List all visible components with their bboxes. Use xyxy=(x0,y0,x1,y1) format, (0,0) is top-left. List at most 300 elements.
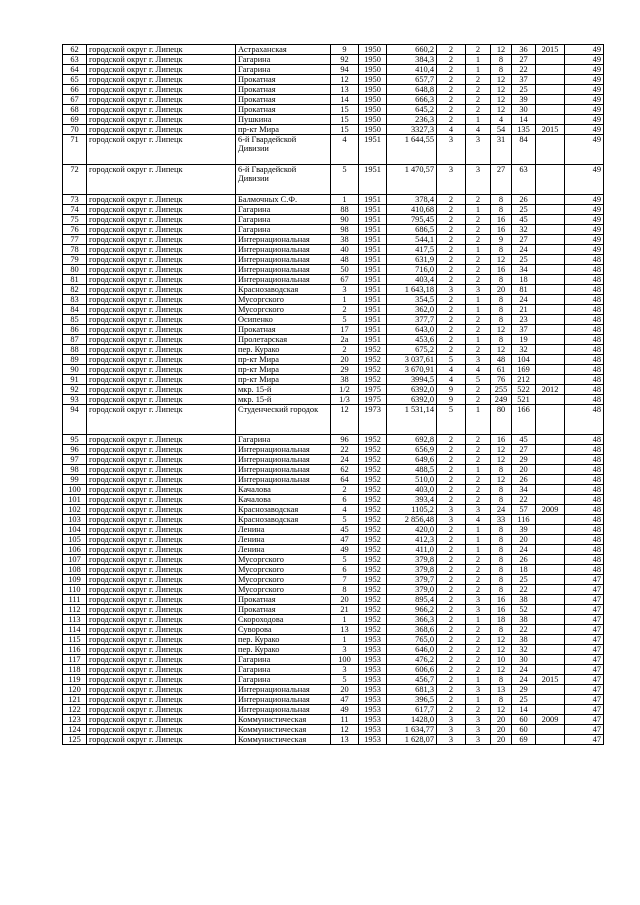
year-built-cell: 1952 xyxy=(359,605,387,615)
entrances-cell: 1 xyxy=(466,405,491,435)
street-cell: 6-й Гвардейской Дивизии xyxy=(236,135,331,165)
repair-year-cell: 2015 xyxy=(536,45,565,55)
year-built-cell: 1950 xyxy=(359,125,387,135)
area-cell: 649,6 xyxy=(387,455,437,465)
area-cell: 1 531,14 xyxy=(387,405,437,435)
row-number-cell: 96 xyxy=(63,445,87,455)
apartments-cell: 255 xyxy=(491,385,512,395)
residents-cell: 81 xyxy=(512,285,536,295)
table-row xyxy=(63,65,604,75)
wear-percent-cell: 48 xyxy=(565,445,604,455)
street-cell: Прокатная xyxy=(236,105,331,115)
wear-percent-cell: 47 xyxy=(565,655,604,665)
wear-percent-cell: 47 xyxy=(565,735,604,745)
apartments-cell: 12 xyxy=(491,105,512,115)
street-cell: 6-й Гвардейской Дивизии xyxy=(236,165,331,195)
wear-percent-cell: 47 xyxy=(565,585,604,595)
wear-percent-cell: 47 xyxy=(565,615,604,625)
repair-year-cell xyxy=(536,325,565,335)
wear-percent-cell: 49 xyxy=(565,135,604,165)
street-cell: пр-кт Мира xyxy=(236,125,331,135)
municipality-cell: городской округ г. Липецк xyxy=(87,245,236,255)
wear-percent-cell: 47 xyxy=(565,595,604,605)
floors-cell: 5 xyxy=(437,355,466,365)
residents-cell: 32 xyxy=(512,225,536,235)
repair-year-cell xyxy=(536,555,565,565)
floors-cell: 2 xyxy=(437,455,466,465)
apartments-cell: 8 xyxy=(491,675,512,685)
row-number-cell: 98 xyxy=(63,465,87,475)
table-row xyxy=(63,635,604,645)
municipality-cell: городской округ г. Липецк xyxy=(87,225,236,235)
municipality-cell: городской округ г. Липецк xyxy=(87,275,236,285)
apartments-cell: 8 xyxy=(491,295,512,305)
entrances-cell: 2 xyxy=(466,455,491,465)
floors-cell: 2 xyxy=(437,445,466,455)
area-cell: 631,9 xyxy=(387,255,437,265)
entrances-cell: 2 xyxy=(466,705,491,715)
wear-percent-cell: 49 xyxy=(565,165,604,195)
street-cell: Гагарина xyxy=(236,55,331,65)
entrances-cell: 5 xyxy=(466,375,491,385)
floors-cell: 2 xyxy=(437,685,466,695)
municipality-cell: городской округ г. Липецк xyxy=(87,85,236,95)
repair-year-cell xyxy=(536,655,565,665)
apartments-cell: 18 xyxy=(491,615,512,625)
residents-cell: 25 xyxy=(512,255,536,265)
residents-cell: 25 xyxy=(512,575,536,585)
wear-percent-cell: 49 xyxy=(565,245,604,255)
year-built-cell: 1952 xyxy=(359,465,387,475)
table-row xyxy=(63,405,604,435)
street-cell: Гагарина xyxy=(236,225,331,235)
apartments-cell: 249 xyxy=(491,395,512,405)
repair-year-cell xyxy=(536,95,565,105)
area-cell: 681,3 xyxy=(387,685,437,695)
residents-cell: 24 xyxy=(512,245,536,255)
apartments-cell: 9 xyxy=(491,235,512,245)
floors-cell: 3 xyxy=(437,165,466,195)
table-row xyxy=(63,115,604,125)
entrances-cell: 1 xyxy=(466,65,491,75)
house-number-cell: 40 xyxy=(331,245,359,255)
house-number-cell: 15 xyxy=(331,115,359,125)
municipality-cell: городской округ г. Липецк xyxy=(87,565,236,575)
municipality-cell: городской округ г. Липецк xyxy=(87,685,236,695)
street-cell: Интернациональная xyxy=(236,685,331,695)
entrances-cell: 2 xyxy=(466,635,491,645)
floors-cell: 3 xyxy=(437,135,466,165)
apartments-cell: 16 xyxy=(491,225,512,235)
house-number-cell: 6 xyxy=(331,495,359,505)
repair-year-cell xyxy=(536,465,565,475)
residents-cell: 20 xyxy=(512,535,536,545)
apartments-cell: 24 xyxy=(491,505,512,515)
apartments-cell: 8 xyxy=(491,275,512,285)
municipality-cell: городской округ г. Липецк xyxy=(87,705,236,715)
floors-cell: 3 xyxy=(437,735,466,745)
house-number-cell: 15 xyxy=(331,125,359,135)
apartments-cell: 12 xyxy=(491,445,512,455)
entrances-cell: 2 xyxy=(466,45,491,55)
wear-percent-cell: 48 xyxy=(565,455,604,465)
entrances-cell: 3 xyxy=(466,685,491,695)
floors-cell: 3 xyxy=(437,285,466,295)
table-row xyxy=(63,325,604,335)
year-built-cell: 1952 xyxy=(359,435,387,445)
residents-cell: 39 xyxy=(512,95,536,105)
residents-cell: 14 xyxy=(512,705,536,715)
table-row xyxy=(63,295,604,305)
table-row xyxy=(63,95,604,105)
street-cell: Гагарина xyxy=(236,675,331,685)
municipality-cell: городской округ г. Липецк xyxy=(87,395,236,405)
wear-percent-cell: 49 xyxy=(565,195,604,205)
wear-percent-cell: 48 xyxy=(565,435,604,445)
table-row xyxy=(63,575,604,585)
row-number-cell: 125 xyxy=(63,735,87,745)
residents-cell: 25 xyxy=(512,695,536,705)
repair-year-cell xyxy=(536,355,565,365)
apartments-cell: 12 xyxy=(491,635,512,645)
table-row xyxy=(63,515,604,525)
floors-cell: 2 xyxy=(437,115,466,125)
apartments-cell: 16 xyxy=(491,595,512,605)
house-number-cell: 1 xyxy=(331,615,359,625)
floors-cell: 2 xyxy=(437,595,466,605)
repair-year-cell: 2012 xyxy=(536,385,565,395)
wear-percent-cell: 47 xyxy=(565,635,604,645)
apartments-cell: 8 xyxy=(491,575,512,585)
floors-cell: 2 xyxy=(437,95,466,105)
floors-cell: 2 xyxy=(437,215,466,225)
entrances-cell: 3 xyxy=(466,505,491,515)
row-number-cell: 103 xyxy=(63,515,87,525)
house-number-cell: 48 xyxy=(331,255,359,265)
municipality-cell: городской округ г. Липецк xyxy=(87,115,236,125)
year-built-cell: 1953 xyxy=(359,725,387,735)
table-row xyxy=(63,225,604,235)
table-body xyxy=(63,45,604,745)
row-number-cell: 81 xyxy=(63,275,87,285)
repair-year-cell xyxy=(536,375,565,385)
floors-cell: 2 xyxy=(437,635,466,645)
municipality-cell: городской округ г. Липецк xyxy=(87,385,236,395)
area-cell: 716,0 xyxy=(387,265,437,275)
entrances-cell: 1 xyxy=(466,675,491,685)
repair-year-cell xyxy=(536,405,565,435)
year-built-cell: 1953 xyxy=(359,675,387,685)
housing-table-sheet xyxy=(62,44,603,745)
municipality-cell: городской округ г. Липецк xyxy=(87,445,236,455)
floors-cell: 2 xyxy=(437,55,466,65)
area-cell: 606,6 xyxy=(387,665,437,675)
year-built-cell: 1950 xyxy=(359,65,387,75)
house-number-cell: 45 xyxy=(331,525,359,535)
entrances-cell: 2 xyxy=(466,395,491,405)
table-row xyxy=(63,125,604,135)
house-number-cell: 94 xyxy=(331,65,359,75)
municipality-cell: городской округ г. Липецк xyxy=(87,405,236,435)
row-number-cell: 112 xyxy=(63,605,87,615)
repair-year-cell xyxy=(536,435,565,445)
street-cell: Прокатная xyxy=(236,325,331,335)
residents-cell: 30 xyxy=(512,105,536,115)
year-built-cell: 1973 xyxy=(359,405,387,435)
house-number-cell: 13 xyxy=(331,85,359,95)
residents-cell: 32 xyxy=(512,645,536,655)
table-row xyxy=(63,585,604,595)
year-built-cell: 1953 xyxy=(359,635,387,645)
repair-year-cell xyxy=(536,275,565,285)
floors-cell: 4 xyxy=(437,375,466,385)
wear-percent-cell: 48 xyxy=(565,475,604,485)
house-number-cell: 15 xyxy=(331,105,359,115)
year-built-cell: 1975 xyxy=(359,385,387,395)
street-cell: Интернациональная xyxy=(236,705,331,715)
wear-percent-cell: 49 xyxy=(565,105,604,115)
residents-cell: 57 xyxy=(512,505,536,515)
house-number-cell: 64 xyxy=(331,475,359,485)
municipality-cell: городской округ г. Липецк xyxy=(87,735,236,745)
entrances-cell: 3 xyxy=(466,135,491,165)
year-built-cell: 1951 xyxy=(359,215,387,225)
residents-cell: 36 xyxy=(512,45,536,55)
area-cell: 2 856,48 xyxy=(387,515,437,525)
repair-year-cell xyxy=(536,255,565,265)
table-row xyxy=(63,705,604,715)
apartments-cell: 12 xyxy=(491,75,512,85)
wear-percent-cell: 48 xyxy=(565,525,604,535)
wear-percent-cell: 49 xyxy=(565,65,604,75)
table-row xyxy=(63,265,604,275)
year-built-cell: 1951 xyxy=(359,335,387,345)
year-built-cell: 1952 xyxy=(359,555,387,565)
residents-cell: 22 xyxy=(512,65,536,75)
year-built-cell: 1950 xyxy=(359,105,387,115)
apartments-cell: 8 xyxy=(491,335,512,345)
table-row xyxy=(63,375,604,385)
area-cell: 692,8 xyxy=(387,435,437,445)
municipality-cell: городской округ г. Липецк xyxy=(87,615,236,625)
municipality-cell: городской округ г. Липецк xyxy=(87,485,236,495)
entrances-cell: 3 xyxy=(466,715,491,725)
street-cell: Качалова xyxy=(236,485,331,495)
house-number-cell: 96 xyxy=(331,435,359,445)
residents-cell: 60 xyxy=(512,715,536,725)
municipality-cell: городской округ г. Липецк xyxy=(87,135,236,165)
row-number-cell: 109 xyxy=(63,575,87,585)
area-cell: 403,0 xyxy=(387,485,437,495)
floors-cell: 4 xyxy=(437,125,466,135)
floors-cell: 2 xyxy=(437,575,466,585)
row-number-cell: 122 xyxy=(63,705,87,715)
street-cell: Краснозаводская xyxy=(236,285,331,295)
street-cell: Гагарина xyxy=(236,65,331,75)
area-cell: 384,3 xyxy=(387,55,437,65)
row-number-cell: 110 xyxy=(63,585,87,595)
house-number-cell: 12 xyxy=(331,75,359,85)
row-number-cell: 117 xyxy=(63,655,87,665)
row-number-cell: 121 xyxy=(63,695,87,705)
table-row xyxy=(63,555,604,565)
house-number-cell: 22 xyxy=(331,445,359,455)
municipality-cell: городской округ г. Липецк xyxy=(87,665,236,675)
area-cell: 666,3 xyxy=(387,95,437,105)
table-row xyxy=(63,345,604,355)
row-number-cell: 80 xyxy=(63,265,87,275)
repair-year-cell xyxy=(536,85,565,95)
apartments-cell: 8 xyxy=(491,625,512,635)
row-number-cell: 97 xyxy=(63,455,87,465)
area-cell: 3 037,61 xyxy=(387,355,437,365)
floors-cell: 2 xyxy=(437,675,466,685)
area-cell: 417,5 xyxy=(387,245,437,255)
house-number-cell: 17 xyxy=(331,325,359,335)
apartments-cell: 76 xyxy=(491,375,512,385)
repair-year-cell xyxy=(536,285,565,295)
municipality-cell: городской округ г. Липецк xyxy=(87,215,236,225)
floors-cell: 2 xyxy=(437,75,466,85)
floors-cell: 2 xyxy=(437,705,466,715)
area-cell: 617,7 xyxy=(387,705,437,715)
municipality-cell: городской округ г. Липецк xyxy=(87,305,236,315)
row-number-cell: 63 xyxy=(63,55,87,65)
street-cell: Коммунистическая xyxy=(236,715,331,725)
house-number-cell: 20 xyxy=(331,595,359,605)
floors-cell: 9 xyxy=(437,395,466,405)
area-cell: 1428,0 xyxy=(387,715,437,725)
row-number-cell: 91 xyxy=(63,375,87,385)
municipality-cell: городской округ г. Липецк xyxy=(87,105,236,115)
wear-percent-cell: 47 xyxy=(565,695,604,705)
row-number-cell: 113 xyxy=(63,615,87,625)
wear-percent-cell: 48 xyxy=(565,295,604,305)
house-number-cell: 12 xyxy=(331,725,359,735)
wear-percent-cell: 48 xyxy=(565,365,604,375)
apartments-cell: 20 xyxy=(491,725,512,735)
house-number-cell: 6 xyxy=(331,565,359,575)
house-number-cell: 5 xyxy=(331,315,359,325)
entrances-cell: 2 xyxy=(466,195,491,205)
house-number-cell: 5 xyxy=(331,515,359,525)
entrances-cell: 2 xyxy=(466,225,491,235)
row-number-cell: 90 xyxy=(63,365,87,375)
repair-year-cell xyxy=(536,135,565,165)
year-built-cell: 1951 xyxy=(359,225,387,235)
row-number-cell: 71 xyxy=(63,135,87,165)
municipality-cell: городской округ г. Липецк xyxy=(87,635,236,645)
entrances-cell: 2 xyxy=(466,645,491,655)
entrances-cell: 2 xyxy=(466,95,491,105)
table-row xyxy=(63,665,604,675)
apartments-cell: 8 xyxy=(491,55,512,65)
residents-cell: 18 xyxy=(512,565,536,575)
area-cell: 368,6 xyxy=(387,625,437,635)
table-row xyxy=(63,275,604,285)
entrances-cell: 2 xyxy=(466,445,491,455)
residents-cell: 45 xyxy=(512,215,536,225)
repair-year-cell xyxy=(536,485,565,495)
table-row xyxy=(63,615,604,625)
year-built-cell: 1951 xyxy=(359,195,387,205)
row-number-cell: 70 xyxy=(63,125,87,135)
apartments-cell: 8 xyxy=(491,485,512,495)
residents-cell: 32 xyxy=(512,345,536,355)
wear-percent-cell: 49 xyxy=(565,45,604,55)
street-cell: Краснозаводская xyxy=(236,505,331,515)
repair-year-cell xyxy=(536,615,565,625)
floors-cell: 2 xyxy=(437,255,466,265)
table-row xyxy=(63,495,604,505)
wear-percent-cell: 48 xyxy=(565,375,604,385)
floors-cell: 3 xyxy=(437,715,466,725)
row-number-cell: 119 xyxy=(63,675,87,685)
row-number-cell: 65 xyxy=(63,75,87,85)
floors-cell: 9 xyxy=(437,385,466,395)
entrances-cell: 2 xyxy=(466,325,491,335)
entrances-cell: 1 xyxy=(466,205,491,215)
table-row xyxy=(63,735,604,745)
apartments-cell: 16 xyxy=(491,215,512,225)
area-cell: 686,5 xyxy=(387,225,437,235)
street-cell: Мусоргского xyxy=(236,305,331,315)
street-cell: Интернациональная xyxy=(236,475,331,485)
wear-percent-cell: 48 xyxy=(565,285,604,295)
apartments-cell: 54 xyxy=(491,125,512,135)
street-cell: пер. Курако xyxy=(236,345,331,355)
residents-cell: 26 xyxy=(512,195,536,205)
area-cell: 1 628,07 xyxy=(387,735,437,745)
housing-table xyxy=(62,44,604,745)
table-row xyxy=(63,105,604,115)
repair-year-cell xyxy=(536,545,565,555)
street-cell: Гагарина xyxy=(236,215,331,225)
row-number-cell: 85 xyxy=(63,315,87,325)
year-built-cell: 1952 xyxy=(359,485,387,495)
house-number-cell: 100 xyxy=(331,655,359,665)
apartments-cell: 20 xyxy=(491,285,512,295)
table-row xyxy=(63,85,604,95)
street-cell: Мусоргского xyxy=(236,575,331,585)
wear-percent-cell: 48 xyxy=(565,275,604,285)
wear-percent-cell: 48 xyxy=(565,385,604,395)
municipality-cell: городской округ г. Липецк xyxy=(87,595,236,605)
wear-percent-cell: 48 xyxy=(565,325,604,335)
municipality-cell: городской округ г. Липецк xyxy=(87,95,236,105)
floors-cell: 3 xyxy=(437,505,466,515)
municipality-cell: городской округ г. Липецк xyxy=(87,645,236,655)
wear-percent-cell: 48 xyxy=(565,265,604,275)
table-row xyxy=(63,535,604,545)
street-cell: Мусоргского xyxy=(236,585,331,595)
row-number-cell: 67 xyxy=(63,95,87,105)
wear-percent-cell: 49 xyxy=(565,115,604,125)
entrances-cell: 4 xyxy=(466,515,491,525)
house-number-cell: 13 xyxy=(331,625,359,635)
street-cell: Гагарина xyxy=(236,205,331,215)
repair-year-cell xyxy=(536,475,565,485)
floors-cell: 2 xyxy=(437,435,466,445)
repair-year-cell xyxy=(536,315,565,325)
wear-percent-cell: 48 xyxy=(565,335,604,345)
row-number-cell: 118 xyxy=(63,665,87,675)
table-row xyxy=(63,255,604,265)
row-number-cell: 92 xyxy=(63,385,87,395)
area-cell: 966,2 xyxy=(387,605,437,615)
residents-cell: 22 xyxy=(512,495,536,505)
street-cell: Прокатная xyxy=(236,595,331,605)
